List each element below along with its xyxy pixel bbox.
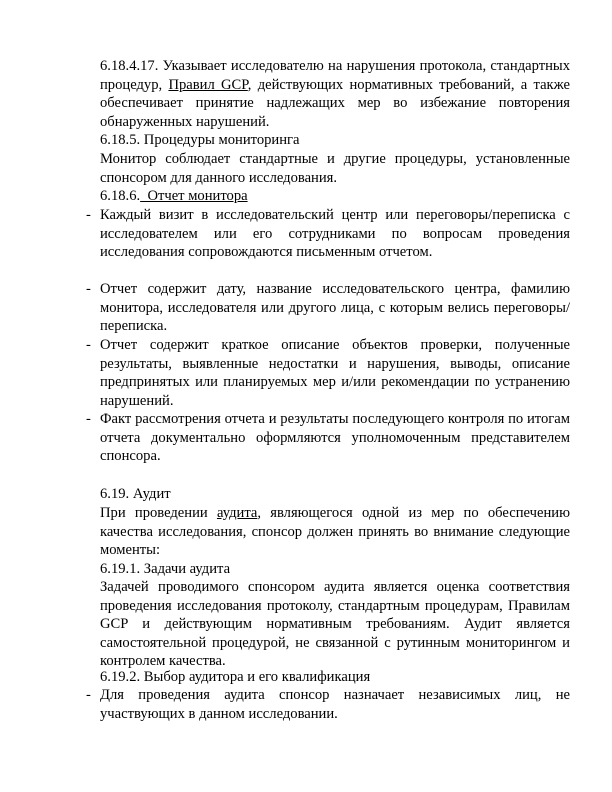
bullet-dash: - [86,411,91,427]
list-item [86,686,570,723]
bullet-dash: - [86,207,91,223]
heading-6-19: 6.19. Аудит [100,486,171,502]
heading-6-18-5: 6.18.5. Процедуры мониторинга [100,132,300,148]
section-number: 6.18.4.17. [100,58,159,74]
paragraph-6-18-5: Монитор соблюдает стандартные и другие процедуры, установленные спонсором для данного исследования. [100,151,570,186]
list-item-text: Отчет содержит дату, название исследовательского центра, фамилию монитора, исследователя или другого лица, с которым велись переговоры/переписка. [100,281,570,335]
paragraph-text: Указывает исследователю на нарушения протокола, стандартных процедур, [100,58,570,93]
bullet-dash: - [86,337,91,353]
paragraph-text: , действующих нормативных требований, а также обеспечивает принятие надлежащих мер во избежание повторения обнаруженных нарушений. [100,76,570,130]
list-item [86,410,570,466]
list-item-text: Отчет содержит краткое описание объектов проверки, полученные результаты, выявленные недостатки и нарушения, выводы, описание предпринятых или планируемых мер и/или рекомендации по устранению нарушений. [100,337,570,409]
list-item [86,280,570,336]
gcp-rules-link[interactable]: Правил GCP [168,76,248,93]
list-item-text: Для проведения аудита спонсор назначает независимых лиц, не участвующих в данном исследовании. [100,687,570,722]
bullet-dash: - [86,687,91,703]
list-item [86,336,570,410]
section-number: 6.18.6. [100,188,141,204]
heading-6-18-6 [100,187,248,206]
list-item [86,206,570,262]
paragraph-text: При проведении [100,505,217,521]
list-item-text: Факт рассмотрения отчета и результаты последующего контроля по итогам отчета документально оформляются уполномоченным представителем спонсора. [100,411,570,465]
paragraph-6-19 [100,504,570,560]
paragraph-text: , являющегося одной из мер по обеспечению качества исследования, спонсор должен принять во внимание следующие моменты: [100,505,570,559]
bullet-dash: - [86,281,91,297]
audit-link[interactable]: аудита [216,505,258,521]
list-item-text: Каждый визит в исследовательский центр или переговоры/переписка с исследователем или его сотрудниками по вопросам проведения исследования сопровождаются письменным отчетом. [100,207,570,261]
paragraph-6-19-1: Задачей проводимого спонсором аудита является оценка соответствия проведения исследования протоколу, стандартным процедурам, Правилам GCP и действующим нормативным требованиям. Аудит является самостоятельной процедурой, не связанной с рутинным мониторингом и контролем качества. [100,579,570,670]
heading-title: Отчет монитора [140,188,248,204]
heading-6-19-2: 6.19.2. Выбор аудитора и его квалификация [100,669,371,685]
heading-6-19-1: 6.19.1. Задачи аудита [100,561,231,577]
paragraph-6-18-4-17 [100,57,570,131]
